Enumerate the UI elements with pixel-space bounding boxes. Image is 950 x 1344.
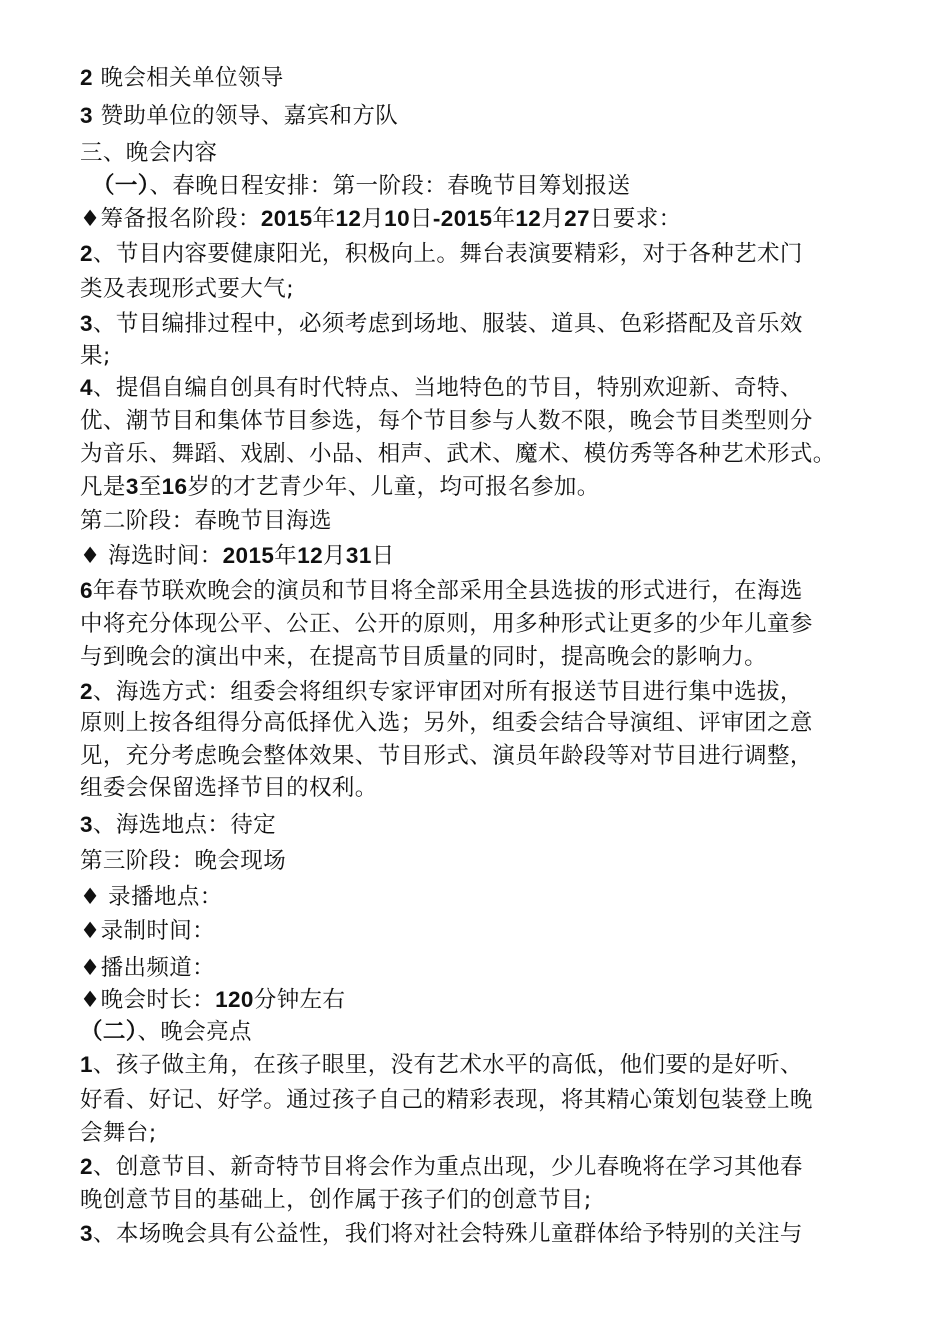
text-line bbox=[80, 1185, 592, 1215]
line-number: 2 bbox=[80, 241, 93, 266]
inline-text: 月 bbox=[323, 543, 346, 569]
line-text: 原则上按各组得分高低择优入选；另外，组委会结合导演组、评审团之意 bbox=[80, 710, 813, 736]
line-text: 、海选地点：待定 bbox=[92, 812, 277, 838]
line-text: 晚会相关单位领导 bbox=[92, 65, 284, 91]
line-text: 、提倡自编自创具有时代特点、当地特色的节目，特别欢迎新、奇特、 bbox=[92, 375, 803, 401]
bold-number: -2015 bbox=[432, 206, 493, 231]
text-line bbox=[80, 642, 767, 672]
line-text: 类及表现形式要大气; bbox=[80, 276, 295, 302]
line-text: 赞助单位的领导、嘉宾和方队 bbox=[92, 103, 399, 129]
text-line bbox=[80, 882, 223, 912]
text-line bbox=[80, 541, 395, 571]
text-line bbox=[80, 1085, 813, 1115]
line-text: 、创意节目、新奇特节目将会作为重点出现，少儿春晚将在学习其他春 bbox=[92, 1154, 803, 1180]
line-text: 三、晚会内容 bbox=[80, 140, 218, 166]
bold-number: 10 bbox=[384, 206, 410, 231]
text-line bbox=[80, 773, 378, 803]
line-number: 4 bbox=[80, 375, 93, 400]
line-text: 、节目编排过程中，必须考虑到场地、服装、道具、色彩搭配及音乐效 bbox=[92, 311, 803, 337]
line-text: 第二阶段：春晚节目海选 bbox=[80, 508, 332, 534]
line-number: 3 bbox=[125, 474, 139, 499]
line-prefix: ♦筹备报名阶段： bbox=[80, 206, 261, 232]
bold-number: 16 bbox=[161, 474, 188, 499]
line-text: 优、潮节目和集体节目参选，每个节目参与人数不限，晚会节目类型则分 bbox=[80, 408, 813, 434]
line-text: ♦ 录播地点： bbox=[80, 884, 223, 910]
line-prefix: ♦ 海选时间： bbox=[80, 543, 223, 569]
line-text: ♦录制时间： bbox=[80, 918, 216, 944]
line-number: 2 bbox=[80, 1154, 93, 1179]
line-number: 6 bbox=[80, 578, 93, 603]
inline-text: 日 bbox=[371, 543, 395, 569]
text-line bbox=[80, 373, 803, 403]
line-text: 、晚会亮点 bbox=[137, 1019, 252, 1045]
section-heading bbox=[80, 138, 217, 168]
line-number: （二） bbox=[80, 1019, 138, 1044]
text-line bbox=[80, 810, 276, 840]
section-heading bbox=[80, 846, 286, 876]
line-number: 1 bbox=[80, 1052, 93, 1077]
line-text: 年春节联欢晚会的演员和节目将全部采用全县选拔的形式进行，在海选 bbox=[92, 578, 803, 604]
line-text: 组委会保留选择节目的权利。 bbox=[80, 775, 378, 801]
line-number: 2 bbox=[80, 65, 93, 90]
line-number: 3 bbox=[80, 103, 93, 128]
line-number: 2015 bbox=[222, 543, 275, 568]
line-number: 3 bbox=[80, 812, 93, 837]
bold-number: 12 bbox=[297, 543, 324, 568]
bold-number: 27 bbox=[564, 206, 590, 231]
text-line bbox=[80, 985, 345, 1015]
inline-text: 月 bbox=[361, 206, 385, 232]
line-number: 3 bbox=[80, 311, 93, 336]
inline-text: 日 bbox=[410, 206, 433, 232]
inline-text: 日要求： bbox=[589, 206, 682, 232]
line-prefix: ♦晚会时长： bbox=[80, 987, 216, 1013]
line-text: 好看、好记、好学。通过孩子自己的精彩表现，将其精心策划包装登上晚 bbox=[80, 1087, 813, 1113]
line-text: 晚创意节目的基础上，创作属于孩子们的创意节目; bbox=[80, 1187, 592, 1213]
section-heading bbox=[80, 506, 332, 536]
line-text: 第三阶段：晚会现场 bbox=[80, 848, 287, 874]
line-number: （一） bbox=[92, 173, 150, 198]
line-text: ♦播出频道： bbox=[80, 955, 216, 981]
subsection-heading bbox=[80, 1017, 252, 1047]
line-text: 、海选方式：组委会将组织专家评审团对所有报送节目进行集中选拔， bbox=[92, 679, 803, 705]
text-line bbox=[80, 953, 215, 983]
text-line bbox=[80, 274, 294, 304]
line-text: 为音乐、舞蹈、戏剧、小品、相声、武术、魔术、模仿秀等各种艺术形式。 bbox=[80, 441, 836, 467]
bold-number: 12 bbox=[335, 206, 362, 231]
text-line bbox=[80, 1152, 803, 1182]
line-text: 果; bbox=[80, 343, 111, 369]
text-line bbox=[80, 101, 398, 131]
bold-number: 31 bbox=[345, 543, 372, 568]
text-line bbox=[80, 309, 803, 339]
inline-text: 岁的才艺青少年、儿童，均可报名参加。 bbox=[187, 474, 600, 500]
line-text: 、春晚日程安排：第一阶段：春晚节目筹划报送 bbox=[149, 173, 631, 199]
text-line bbox=[80, 341, 111, 371]
line-text: 与到晚会的演出中来，在提高节目质量的同时，提高晚会的影响力。 bbox=[80, 644, 768, 670]
line-text: 至 bbox=[138, 474, 162, 500]
line-text: 中将充分体现公平、公正、公开的原则，用多种形式让更多的少年儿童参 bbox=[80, 611, 813, 637]
text-line bbox=[80, 239, 803, 269]
text-line bbox=[80, 1050, 803, 1080]
text-line bbox=[80, 204, 682, 234]
line-text: 、本场晚会具有公益性，我们将对社会特殊儿童群体给予特别的关注与 bbox=[92, 1221, 803, 1247]
line-number: 2015 bbox=[260, 206, 313, 231]
text-line bbox=[80, 576, 803, 606]
text-line bbox=[80, 1118, 157, 1148]
text-line bbox=[80, 708, 813, 738]
inline-text: 月 bbox=[541, 206, 565, 232]
line-text: 会舞台; bbox=[80, 1120, 157, 1146]
line-text: 见，充分考虑晚会整体效果、节目形式、演员年龄段等对节目进行调整， bbox=[80, 743, 813, 769]
text-line bbox=[80, 472, 600, 502]
subsection-heading bbox=[92, 171, 630, 201]
line-number: 2 bbox=[80, 679, 93, 704]
line-text: 年 bbox=[274, 543, 298, 569]
text-line bbox=[80, 406, 813, 436]
line-number: 120 bbox=[215, 987, 254, 1012]
text-line bbox=[80, 916, 215, 946]
line-text: 、孩子做主角，在孩子眼里，没有艺术水平的高低，他们要的是好听、 bbox=[92, 1052, 803, 1078]
text-line bbox=[80, 439, 836, 469]
line-text: 年 bbox=[312, 206, 336, 232]
bold-number: 12 bbox=[515, 206, 542, 231]
text-line bbox=[80, 63, 284, 93]
line-text: 分钟左右 bbox=[253, 987, 346, 1013]
text-line bbox=[80, 741, 813, 771]
inline-text: 年 bbox=[492, 206, 516, 232]
line-text: 、节目内容要健康阳光，积极向上。舞台表演要精彩，对于各种艺术门 bbox=[92, 241, 803, 267]
line-number: 3 bbox=[80, 1221, 93, 1246]
text-line bbox=[80, 1219, 803, 1249]
line-prefix: 凡是 bbox=[80, 474, 126, 500]
text-line bbox=[80, 609, 813, 639]
text-line bbox=[80, 677, 803, 707]
